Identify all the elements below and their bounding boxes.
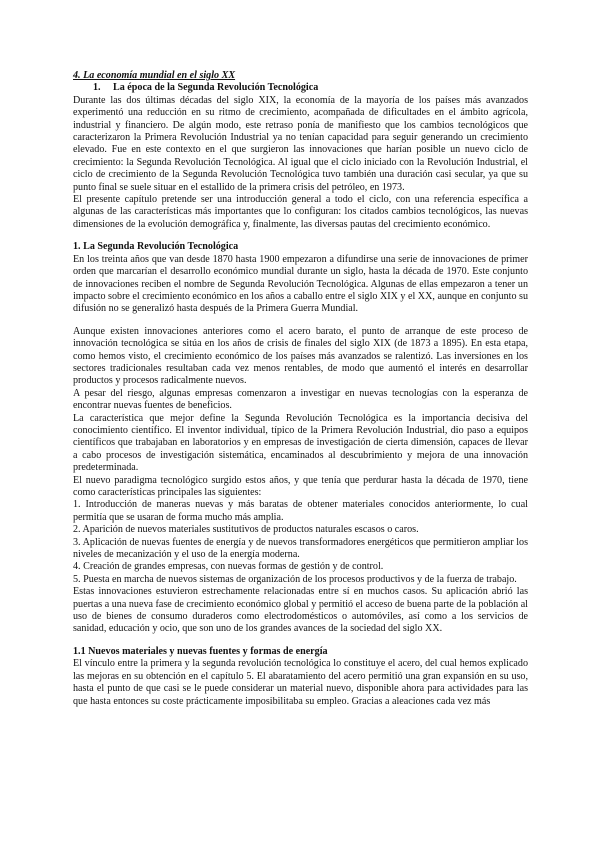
- paragraph-2: Aunque existen innovaciones anteriores como el acero barato, el punto de arranque de este proceso de innovación tecnológica se sitúa en los años de crisis de finales del siglo XIX (de 1873 a 1895). En esta etapa, como hemos visto, el crecimiento económico de los países más avanzados se ralentizó. Las inversiones en los sectores tradicionales resultaban cada vez menos rentables, de modo que aumentó el interés en desarrollar productos y procesos radicalmente nuevos.: [73, 325, 528, 387]
- paragraph-3: A pesar del riesgo, algunas empresas comenzaron a investigar en nuevas tecnologías con la esperanza de encontrar nuevas fuentes de beneficios.: [73, 387, 528, 412]
- list-item-1: 1. Introducción de maneras nuevas y más baratas de obtener materiales conocidos anteriormente, lo cual permitía que se usaran de forma mucho más amplia.: [73, 499, 528, 523]
- paragraph-5: El nuevo paradigma tecnológico surgido estos años, y que tenía que perdurar hasta la década de 1970, tiene como características principales las siguientes:: [73, 474, 528, 498]
- intro-paragraph-1: Durante las dos últimas décadas del siglo XIX, la economía de la mayoría de los países más avanzados experimentó una reducción en su ritmo de crecimiento, acompañada de dificultades en el ámbito agrícola, industrial y financiero. De algún modo, este retraso ponía de manifiesto que los cambios tecnológicos que caracterizaron la Primera Revolución Industrial ya no tenían capacidad para seguir generando un crecimiento elevado. Fue en este contexto en el que surgieron las innovaciones que harían posible un nuevo ciclo de crecimiento: la Segunda Revolución Tecnológica. Al igual que el ciclo iniciado con la Revolución Industrial, el ciclo de crecimiento de la Segunda Revolución Tecnológica tuvo también una duración casi secular, ya que su punto final se suele situar en el estallido de la primera crisis del petróleo, en 1973.: [73, 94, 528, 193]
- document-page: [73, 70, 528, 708]
- section-1-heading: [73, 82, 528, 94]
- paragraph-6: Estas innovaciones estuvieron estrechamente relacionadas entre sí en muchos casos. Su aplicación abrió las puertas a una nueva fase de crecimiento económico global y permitió el acceso de buena parte de la población al uso de bienes de consumo duraderos como electrodomésticos o automóviles, así como a los servicios de sanidad, educación y ocio, que son uno de los grandes avances de la sociedad del siglo XX.: [73, 586, 528, 635]
- heading-1: 1. La Segunda Revolución Tecnológica: [73, 241, 239, 253]
- list-item-5: 5. Puesta en marcha de nuevos sistemas de organización de los procesos productivos y de la fuerza de trabajo.: [73, 573, 517, 585]
- spacer: [73, 231, 528, 241]
- section-1-number: 1.: [93, 82, 101, 94]
- list-item-4: 4. Creación de grandes empresas, con nuevas formas de gestión y de control.: [73, 561, 384, 573]
- paragraph-7: El vínculo entre la primera y la segunda revolución tecnológica lo constituye el acero, del cual hemos explicado las mejoras en su obtención en el capítulo 5. El abaratamiento del acero permitió una gran expansión en su uso, hasta el punto de que casi se le puede considerar un material nuevo, disponible ahora para actividades para las que hasta entonces su coste prácticamente imposibilitaba su empleo. Gracias a aleaciones cada vez más: [73, 658, 528, 707]
- document-title: 4. La economía mundial en el siglo XX: [73, 70, 236, 81]
- paragraph-1: En los treinta años que van desde 1870 hasta 1900 empezaron a difundirse una serie de innovaciones de primer orden que marcarían el desarrollo económico mundial durante un siglo, hasta la década de 1970. Este conjunto de innovaciones reciben el nombre de Segunda Revolución Tecnológica. Algunas de ellas empezaron a tener un impacto sobre el crecimiento económico en los años a caballo entre el siglo XIX y el XX, aunque en conjunto su difusión no se generalizó hasta después de la Primera Guerra Mundial.: [73, 253, 528, 315]
- paragraph-4: La característica que mejor define la Segunda Revolución Tecnológica es la importancia decisiva del conocimiento científico. El inventor individual, típico de la Primera Revolución Industrial, dio paso a equipos científicos que trabajaban en laboratorios y en empresas de investigación de cierta dimensión, capaces de llevar a cabo procesos de investigación sistemática, encaminados al descubrimiento y mejora de una innovación predeterminada.: [73, 412, 528, 474]
- section-1-title: La época de la Segunda Revolución Tecnológica: [113, 82, 319, 94]
- intro-paragraph-2: El presente capítulo pretende ser una introducción general a todo el ciclo, con una referencia específica a algunas de las características más importantes que lo configuran: los citados cambios tecnológicos, las nuevas dimensiones de la evolución demográfica y, finalmente, las diversas pautas del crecimiento económico.: [73, 194, 528, 230]
- spacer: [73, 636, 528, 646]
- heading-2: 1.1 Nuevos materiales y nuevas fuentes y formas de energía: [73, 645, 328, 657]
- list-item-3: 3. Aplicación de nuevas fuentes de energía y de nuevos transformadores energéticos que permitieron ampliar los niveles de mecanización y el uso de la energía moderna.: [73, 536, 528, 561]
- spacer: [73, 316, 528, 326]
- list-item-2: 2. Aparición de nuevos materiales sustitutivos de productos naturales escasos o caros.: [73, 524, 419, 536]
